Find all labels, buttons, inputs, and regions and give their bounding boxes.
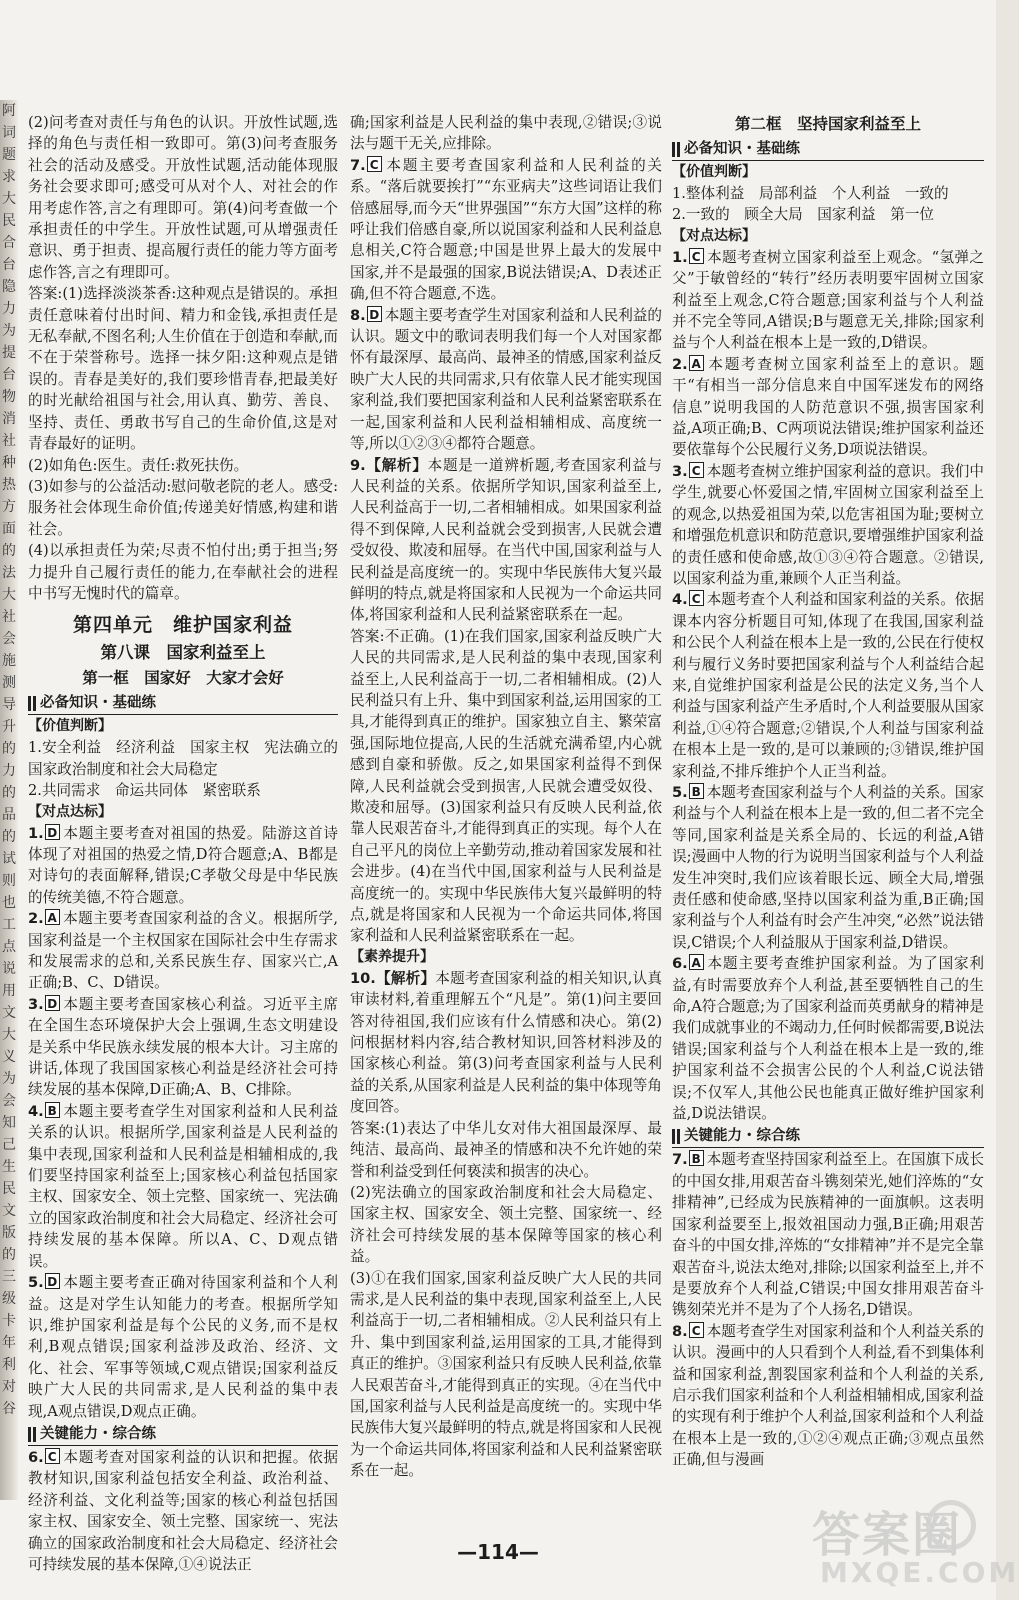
question bbox=[28, 1101, 338, 1272]
answer-box: C bbox=[689, 590, 704, 606]
analysis-tag: 【解析】 bbox=[375, 969, 436, 987]
answer-box: C bbox=[689, 248, 704, 264]
subhead: 【素养提升】 bbox=[350, 948, 434, 965]
paragraph: 2.共同需求 命运共同体 紧密联系 bbox=[28, 782, 261, 800]
question-text: 本题主要考查国家利益的含义。根据所学,国家利益是一个主权国家在国际社会中生存需求和发展需求的总和,关系民族生存、国家兴亡,A正确;B、C、D错误。 bbox=[28, 910, 338, 992]
subhead: 【价值判断】 bbox=[672, 164, 756, 180]
question-number: 5. bbox=[28, 1274, 44, 1292]
column-1 bbox=[28, 112, 338, 1575]
question-text: 本题考查坚持国家利益至上。在国旗下成长的中国女排,用艰苦奋斗镌刻荣光,她们淬炼的“女排精神”,已经成为民族精神的一面旗帜。这表明国家利益要至上,报效祖国动力强,B正确;用艰苦奋斗的中国女排,淬炼的“女排精神”并不是完全靠艰苦奋斗,说法太绝对,排除;以国家利益至上,并不是要放弃个人利益,C错误;中国女排用艰苦奋斗镌刻荣光并不是为了个人扬名,D错误。 bbox=[672, 1151, 984, 1319]
question bbox=[28, 1447, 338, 1575]
paragraph: (2)问考查对责任与角色的认识。开放性试题,选择的角色与责任相一致即可。第(3)问考查服务社会的活动及感受。开放性试题,活动能体现服务社会要求即可;感受可从对个人、对社会的作用考虑作答,言之有理即可。第(4)问考查做一个承担责任的中学生。开放性试题,可从增强责任意识、勇于担责、提高履行责任的能力等方面考虑作答,言之有理即可。 bbox=[28, 114, 338, 281]
paragraph: 1.整体利益 局部利益 个人利益 一致的 bbox=[672, 185, 949, 202]
answer-box: D bbox=[45, 1273, 60, 1289]
question bbox=[28, 1272, 338, 1422]
bars-icon bbox=[672, 142, 680, 157]
answer-box: C bbox=[689, 462, 704, 478]
column-3 bbox=[672, 112, 984, 1471]
answer-box: D bbox=[45, 824, 60, 840]
answer-box: D bbox=[367, 306, 382, 322]
section-banner bbox=[672, 1126, 984, 1148]
spine-text: 阿词题求大民合台隐力为提台物消社种热方面的法大社会施测导升的力的品的试则也工点说用文大义为会知己生民文版的三级卡年利对谷 bbox=[2, 103, 16, 1417]
question bbox=[672, 1149, 984, 1320]
question-number: 7. bbox=[350, 156, 366, 174]
answer-box: A bbox=[689, 355, 704, 371]
question bbox=[28, 994, 338, 1101]
question bbox=[672, 782, 984, 953]
question-number: 2. bbox=[672, 355, 688, 373]
column-2 bbox=[350, 112, 662, 1482]
answer-box: C bbox=[45, 1448, 60, 1464]
answer-box: C bbox=[367, 156, 382, 172]
question bbox=[28, 908, 338, 994]
question-number: 4. bbox=[672, 591, 688, 609]
question-number: 7. bbox=[672, 1151, 688, 1169]
question-text: 本题主要考查国家核心利益。习近平主席在全国生态环境保护大会上强调,生态文明建设是关系中华民族永续发展的根本大计。习主席的讲话,体现了我国国家核心利益是经济社会可持续发展的基本保障,D正确;A、B、C排除。 bbox=[28, 995, 338, 1099]
question-text: 本题考查学生对国家利益和个人利益关系的认识。漫画中的人只看到个人利益,看不到集体利益和国家利益,割裂国家利益和个人利益的关系,启示我们国家利益和个人利益相辅相成,国家利益的实现有利于维护个人利益,国家利益和个人利益在根本上是一致的,①②④观点正确;③观点虽然正确,但与漫画 bbox=[672, 1322, 984, 1469]
question bbox=[350, 455, 662, 626]
section-banner-label: 关键能力・综合练 bbox=[40, 1425, 156, 1442]
paragraph: (2)如角色:医生。责任:救死扶伤。 bbox=[28, 456, 249, 474]
answer-text: 答案:不正确。(1)在我们国家,国家利益反映广大人民的共同需求,是人民利益的集中表现,国家利益至上,人民利益高于一切,二者相辅相成。(2)人民利益只有上升、集中到国家利益,运用国家的工具,才能得到真正的维护。国家独立自主、繁荣富强,国际地位提高,人民的生活就充满希望,内心就感到自豪和骄傲。反之,如果国家利益得不到保障,人民利益就会受到损害,人民就会遭受奴役、欺凌和屈辱。(3)国家利益只有反映人民利益,依靠人民艰苦奋斗,才能得到真正的实现。每个人在自己平凡的岗位上辛勤劳动,推动着国家发展和社会进步。(4)在当代中国,国家利益与人民利益是高度统一的。实现中华民族伟大复兴最鲜明的特点,就是将国家和人民视为一个命运共同体,将国家利益和人民利益紧密联系在一起。 bbox=[350, 627, 662, 945]
section-banner-label: 必备知识・基础练 bbox=[40, 695, 156, 712]
question-number: 3. bbox=[672, 462, 688, 480]
answer-box: D bbox=[45, 995, 60, 1011]
question-number: 1. bbox=[672, 248, 688, 266]
page-number: —114— bbox=[457, 1540, 539, 1564]
question-number: 8. bbox=[672, 1322, 688, 1340]
question-text: 本题主要考查学生对国家利益和人民利益关系的认识。根据所学,国家利益是人民利益的集中表现,国家利益和人民利益是相辅相成的,我们要坚持国家利益至上;国家核心利益包括国家主权、国家安全、领土完整、国家统一、宪法确立的国家政治制度和社会大局稳定、经济社会可持续发展的基本保障。所以A、C、D观点错误。 bbox=[28, 1102, 338, 1270]
question-number: 4. bbox=[28, 1102, 44, 1120]
answer-box: B bbox=[45, 1102, 60, 1118]
question bbox=[672, 354, 984, 461]
paragraph: (4)以承担责任为荣;尽责不怕付出;勇于担当;努力提升自己履行责任的能力,在奉献社会的进程中书写无愧时代的篇章。 bbox=[28, 542, 338, 602]
lesson-title: 第八课 国家利益至上 bbox=[100, 643, 266, 663]
analysis-tag: 【解析】 bbox=[365, 456, 428, 474]
subhead: 【对点达标】 bbox=[28, 803, 112, 820]
question-number: 3. bbox=[28, 995, 44, 1013]
answer-box: C bbox=[689, 1322, 704, 1338]
watermark-top: 答案圈 bbox=[812, 1507, 963, 1563]
question-text: 本题考查树立国家利益至上的意识。题干“有相当一部分信息来自中国军迷发布的网络信息”说明我国的人防范意识不强,损害国家利益,A项正确;B、C两项说法错误;维护国家利益还要依靠每个公民履行义务,D项说法错误。 bbox=[672, 355, 984, 459]
answer-text: (2)宪法确立的国家政治制度和社会大局稳定、国家主权、国家安全、领土完整、国家统一、经济社会可持续发展的基本保障等国家的核心利益。 bbox=[350, 1183, 662, 1266]
answer-text: 答案:(1)表达了中华儿女对伟大祖国最深厚、最纯洁、最高尚、最神圣的情感和决不允许她的荣誉和利益受到任何亵渎和损害的决心。 bbox=[350, 1119, 662, 1180]
paragraph: 答案:(1)选择淡淡茶香:这种观点是错误的。承担责任意味着付出时间、精力和金钱,承担责任是无私奉献,不图名利;人生价值在于创造和奉献,而不在于荣誉称号。选择一抹夕阳:这种观点是错误的。青春是美好的,我们要珍惜青春,把最美好的时光献给祖国与社会,用认真、勤劳、善良、坚持、责任、勇敢书写自己的生命价值,这是对青春最好的证明。 bbox=[28, 285, 338, 453]
question-text: 本题主要考查正确对待国家利益和个人利益。这是对学生认知能力的考查。根据所学知识,维护国家利益是每个公民的义务,而不是权利,B观点错误;国家利益涉及政治、经济、文化、社会、军事等领域,C观点错误;国家利益反映广大人民的共同需求,是人民利益的集中表现,A观点错误,D观点正确。 bbox=[28, 1274, 338, 1420]
answer-box: B bbox=[689, 1150, 704, 1166]
question-text: 本题考查国家利益的相关知识,认真审读材料,着重理解五个“凡是”。第(1)问主要回答对待祖国,我们应该有什么情感和决心。第(2)问根据材料内容,结合教材知识,回答材料涉及的国家核心利益。第(3)问考查国家利益与人民利益的关系,从国家利益是人民利益的集中体现等角度回答。 bbox=[350, 969, 662, 1116]
question-text: 本题主要考查对祖国的热爱。陆游这首诗体现了对祖国的热爱之情,D符合题意;A、B都是对诗句的表面解释,错误;C孝敬父母是中华民族的传统美德,不符合题意。 bbox=[28, 824, 338, 906]
bars-icon bbox=[28, 696, 36, 711]
question-text: 本题考查个人利益和国家利益的关系。依据课本内容分析题目可知,体现了在我国,国家利益和公民个人利益在根本上是一致的,公民在行使权利与履行义务时要把国家利益与个人利益结合起来,自觉维护国家利益是公民的法定义务,当个人利益与国家利益产生矛盾时,个人利益要服从国家利益,①④符合题意;②错误,个人利益与国家利益在根本上是一致的,是可以兼顾的;③错误,维护国家利益,不排斥维护个人正当利益。 bbox=[672, 591, 984, 780]
question bbox=[28, 823, 338, 909]
paragraph: 确;国家利益是人民利益的集中表现,②错误;③说法与题干无关,应排除。 bbox=[350, 114, 662, 153]
section-banner-label: 必备知识・基础练 bbox=[684, 140, 800, 157]
answer-box: A bbox=[45, 909, 60, 925]
question bbox=[672, 1321, 984, 1471]
answer-box: A bbox=[689, 954, 704, 970]
watermark-bottom: MXQE.COM bbox=[820, 1556, 1019, 1589]
frame-title: 第二框 坚持国家利益至上 bbox=[734, 115, 921, 133]
question-text: 本题主要考查维护国家利益。为了国家利益,有时需要放弃个人利益,甚至要牺牲自己的生命,A符合题意;为了国家利益而英勇献身的精神是我们成就事业的不竭动力,任何时候都需要,B说法错误;国家利益与个人利益在根本上是一致的,维护国家利益不会损害公民的个人利益,C说法错误;不仅军人,其他公民也能真正做好维护国家利益,D说法错误。 bbox=[672, 955, 984, 1123]
frame-title: 第一框 国家好 大家才会好 bbox=[82, 669, 284, 688]
subhead: 【价值判断】 bbox=[28, 718, 112, 735]
subhead: 【对点达标】 bbox=[672, 227, 756, 244]
question-number: 9. bbox=[350, 456, 366, 474]
bars-icon bbox=[28, 1427, 36, 1442]
paragraph: (3)如参与的公益活动:慰问敬老院的老人。感受:服务社会体现生命价值;传递美好情感,构建和谐社会。 bbox=[28, 477, 338, 538]
question bbox=[350, 305, 662, 455]
unit-title: 第四单元 维护国家利益 bbox=[72, 614, 293, 637]
answer-text: (3)①在我们国家,国家利益反映广大人民的共同需求,是人民利益的集中表现,国家利益至上,人民利益高于一切,二者相辅相成。②人民利益只有上升、集中到国家利益,运用国家的工具,才能得到真正的维护。③国家利益只有反映人民利益,依靠人民艰苦奋斗,才能得到真正的实现。④在当代中国,国家利益与人民利益是高度统一的。实现中华民族伟大复兴最鲜明的特点,就是将国家和人民视为一个命运共同体,将国家利益和人民利益紧密联系在一起。 bbox=[350, 1269, 662, 1480]
question-number: 8. bbox=[350, 306, 366, 324]
watermark-logo bbox=[808, 1494, 1019, 1594]
paragraph: 2.一致的 顾全大局 国家利益 第一位 bbox=[672, 206, 935, 224]
question bbox=[350, 968, 662, 1118]
question-number: 2. bbox=[28, 910, 44, 928]
section-banner bbox=[28, 1424, 338, 1446]
question-number: 5. bbox=[672, 783, 688, 801]
question bbox=[350, 155, 662, 305]
question-text: 本题是一道辨析题,考查国家利益与人民利益的关系。依据所学知识,国家利益至上,人民利益高于一切,二者相辅相成。如果国家利益得不到保障,人民利益就会受到损害,人民就会遭受奴役、欺凌和屈辱。在当代中国,国家利益与人民利益是高度统一的。实现中华民族伟大复兴最鲜明的特点,就是将国家和人民视为一个命运共同体,将国家利益和人民利益紧密联系在一起。 bbox=[350, 456, 662, 624]
question-text: 本题主要考查学生对国家利益和人民利益的认识。题文中的歌词表明我们每一个人对国家都怀有最深厚、最高尚、最神圣的情感,国家利益反映广大人民的共同需求,只有依靠人民才能实现国家利益,我们要把国家利益和人民利益紧密联系在一起,国家利益和人民利益相辅相成、高度统一等,所以①②③④都符合题意。 bbox=[350, 306, 662, 453]
question-number: 6. bbox=[672, 955, 688, 973]
section-banner bbox=[28, 693, 338, 715]
question-text: 本题考查对国家利益的认识和把握。依据教材知识,国家利益包括安全利益、政治利益、经济利益、文化利益等;国家的核心利益包括国家主权、国家安全、领土完整、国家统一、宪法确立的国家政治制度和社会大局稳定、经济社会可持续发展的基本保障,①④说法正 bbox=[28, 1448, 338, 1573]
question bbox=[672, 953, 984, 1124]
question-text: 本题考查国家利益与个人利益的关系。国家利益与个人利益在根本上是一致的,但二者不完全等同,国家利益是关系全局的、长远的利益,A错误;漫画中人物的行为说明当国家利益与个人利益发生冲突时,我们应该着眼长远、顾全大局,增强责任感和使命感,坚持以国家利益为重,B正确;国家利益与个人利益有时会产生冲突,“必然”说法错误,C错误;个人利益服从于国家利益,D错误。 bbox=[672, 783, 984, 951]
paragraph: 1.安全利益 经济利益 国家主权 宪法确立的国家政治制度和社会大局稳定 bbox=[28, 739, 338, 778]
section-banner bbox=[672, 139, 984, 161]
question-text: 本题考查树立维护国家利益的意识。我们中学生,就要心怀爱国之情,牢固树立国家利益至上的观念,以热爱祖国为荣,以危害祖国为耻;要树立和增强危机意识和防范意识,要增强维护国家利益的责任感和使命感,故①③④符合题意。②错误,以国家利益为重,兼顾个人正当利益。 bbox=[672, 462, 984, 587]
bars-icon bbox=[672, 1129, 680, 1144]
question-number: 6. bbox=[28, 1448, 44, 1466]
section-banner-label: 关键能力・综合练 bbox=[684, 1128, 800, 1145]
answer-box: B bbox=[689, 783, 704, 799]
question bbox=[672, 461, 984, 589]
question-number: 1. bbox=[28, 824, 44, 842]
question-text: 本题主要考查国家利益和人民利益的关系。“落后就要挨打”“东亚病夫”这些词语让我们倍感屈辱,而今天“世界强国”“东方大国”这样的称呼让我们倍感自豪,所以说国家利益和人民利益息息相关,C符合题意;中国是世界上最大的发展中国家,并不是最强的国家,B说法错误;A、D表述正确,但不符合题意,不选。 bbox=[350, 156, 662, 303]
question-number: 10. bbox=[350, 969, 376, 987]
question-text: 本题考查树立国家利益至上观念。“氢弹之父”于敏曾经的“转行”经历表明要牢固树立国家利益至上观念,C符合题意;国家利益与个人利益并不完全等同,A错误;B与题意无关,排除;国家利益与个人利益在根本上是一致的,D错误。 bbox=[672, 248, 984, 352]
question bbox=[672, 247, 984, 354]
question bbox=[672, 589, 984, 782]
